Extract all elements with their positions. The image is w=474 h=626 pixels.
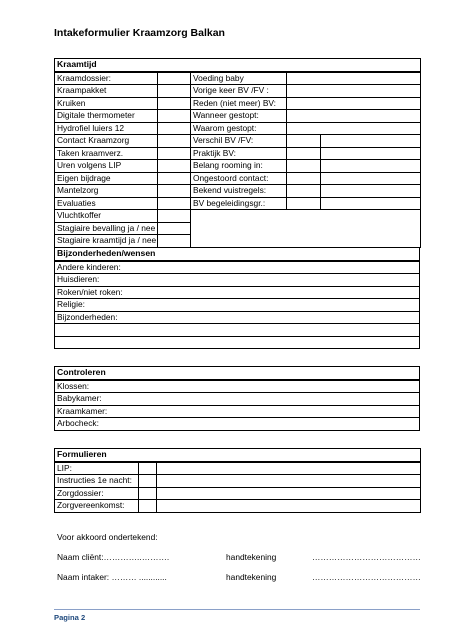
kraamtijd-right-empty xyxy=(191,210,421,248)
kraamtijd-left-label: Taken kraamverz. xyxy=(55,147,158,160)
kraamtijd-left-label: Vluchtkoffer xyxy=(55,210,158,223)
form-title: Intakeformulier Kraamzorg Balkan xyxy=(54,27,225,39)
kraamtijd-left-label: Mantelzorg xyxy=(55,185,158,198)
controleren-row[interactable]: Klossen: xyxy=(55,380,420,393)
bijzonderheden-row[interactable]: Bijzonderheden: xyxy=(55,311,420,324)
formulieren-checkbox[interactable] xyxy=(139,462,157,475)
kraamtijd-right-label: Bekend vuistregels: xyxy=(191,185,287,198)
bijzonderheden-row[interactable]: Roken/niet roken: xyxy=(55,286,420,299)
client-name-field[interactable]: Naam cliënt:…………..………. xyxy=(57,552,170,562)
formulieren-blank xyxy=(157,475,421,488)
formulieren-blank xyxy=(157,487,421,500)
kraamtijd-right-label: Waarom gestopt: xyxy=(191,122,287,135)
bijzonderheden-row[interactable]: Andere kinderen: xyxy=(55,261,420,274)
kraamtijd-right-blank xyxy=(321,110,421,123)
kraamtijd-left-label: Digitale thermometer xyxy=(55,110,158,123)
kraamtijd-left-label: Uren volgens LIP xyxy=(55,160,158,173)
bijzonderheden-empty-row[interactable] xyxy=(55,324,420,337)
kraamtijd-right-label: Ongestoord contact: xyxy=(191,172,287,185)
kraamtijd-right-label: Voeding baby xyxy=(191,72,287,85)
kraamtijd-left-input[interactable] xyxy=(158,172,191,185)
kraamtijd-right-blank xyxy=(321,160,421,173)
kraamtijd-right-blank xyxy=(321,147,421,160)
kraamtijd-left-label: Stagiaire bevalling ja / nee xyxy=(55,222,158,235)
kraamtijd-left-label: Kraamdossier: xyxy=(55,72,158,85)
kraamtijd-right-label: Vorige keer BV /FV : xyxy=(191,85,287,98)
kraamtijd-left-input[interactable] xyxy=(158,97,191,110)
kraamtijd-right-spacer xyxy=(287,85,321,98)
kraamtijd-left-label: Hydrofiel luiers 12 xyxy=(55,122,158,135)
controleren-row[interactable]: Kraamkamer: xyxy=(55,405,420,418)
kraamtijd-table xyxy=(54,58,421,248)
kraamtijd-right-input[interactable] xyxy=(287,172,321,185)
kraamtijd-left-input[interactable] xyxy=(158,160,191,173)
formulieren-blank xyxy=(157,500,421,513)
kraamtijd-left-label: Contact Kraamzorg xyxy=(55,135,158,148)
kraamtijd-right-spacer xyxy=(287,72,321,85)
kraamtijd-right-input[interactable] xyxy=(287,185,321,198)
kraamtijd-right-input[interactable] xyxy=(287,135,321,148)
kraamtijd-right-spacer xyxy=(287,110,321,123)
formulieren-checkbox[interactable] xyxy=(139,475,157,488)
kraamtijd-right-label: Wanneer gestopt: xyxy=(191,110,287,123)
kraamtijd-left-input[interactable] xyxy=(158,72,191,85)
formulieren-label: Zorgdossier: xyxy=(55,487,139,500)
kraamtijd-left-input[interactable] xyxy=(158,235,191,248)
akkoord-text: Voor akkoord ondertekend: xyxy=(57,532,158,542)
kraamtijd-right-spacer xyxy=(287,97,321,110)
kraamtijd-right-label: BV begeleidingsgr.: xyxy=(191,197,287,210)
controleren-header: Controleren xyxy=(55,367,420,380)
kraamtijd-right-spacer xyxy=(287,122,321,135)
kraamtijd-right-label: Belang rooming in: xyxy=(191,160,287,173)
formulieren-blank xyxy=(157,462,421,475)
kraamtijd-right-label: Verschil BV /FV: xyxy=(191,135,287,148)
kraamtijd-left-input[interactable] xyxy=(158,222,191,235)
kraamtijd-left-label: Stagiaire kraamtijd ja / nee xyxy=(55,235,158,248)
kraamtijd-left-label: Eigen bijdrage xyxy=(55,172,158,185)
footer-divider xyxy=(54,609,420,610)
kraamtijd-right-blank xyxy=(321,135,421,148)
bijzonderheden-row[interactable]: Religie: xyxy=(55,299,420,312)
formulieren-label: Zorgvereenkomst: xyxy=(55,500,139,513)
kraamtijd-left-input[interactable] xyxy=(158,210,191,223)
kraamtijd-right-blank xyxy=(321,185,421,198)
intaker-signature-label: handtekening xyxy=(226,572,277,582)
bijzonderheden-header: Bijzonderheden/wensen xyxy=(55,248,420,261)
kraamtijd-right-label: Reden (niet meer) BV: xyxy=(191,97,287,110)
kraamtijd-right-input[interactable] xyxy=(287,147,321,160)
intaker-signature-field[interactable]: ………………………………… xyxy=(312,572,421,582)
kraamtijd-left-input[interactable] xyxy=(158,185,191,198)
formulieren-checkbox[interactable] xyxy=(139,487,157,500)
kraamtijd-left-input[interactable] xyxy=(158,122,191,135)
kraamtijd-right-label: Praktijk BV: xyxy=(191,147,287,160)
controleren-row[interactable]: Babykamer: xyxy=(55,393,420,406)
controleren-row[interactable]: Arbocheck: xyxy=(55,418,420,431)
kraamtijd-right-blank xyxy=(321,97,421,110)
kraamtijd-left-label: Kraampakket xyxy=(55,85,158,98)
intaker-name-field[interactable]: Naam intaker: ……… ............ xyxy=(57,572,167,582)
formulieren-label: Instructies 1e nacht: xyxy=(55,475,139,488)
kraamtijd-right-input[interactable] xyxy=(287,197,321,210)
kraamtijd-left-input[interactable] xyxy=(158,85,191,98)
formulieren-label: LIP: xyxy=(55,462,139,475)
bijzonderheden-row[interactable]: Huisdieren: xyxy=(55,274,420,287)
kraamtijd-left-input[interactable] xyxy=(158,197,191,210)
kraamtijd-left-input[interactable] xyxy=(158,135,191,148)
formulieren-header: Formulieren xyxy=(55,449,421,462)
kraamtijd-right-blank xyxy=(321,172,421,185)
kraamtijd-left-label: Evaluaties xyxy=(55,197,158,210)
client-signature-label: handtekening xyxy=(226,552,277,562)
bijzonderheden-empty-row[interactable] xyxy=(55,336,420,349)
page-number: Pagina 2 xyxy=(54,613,86,622)
bijzonderheden-table xyxy=(54,247,420,349)
kraamtijd-right-blank xyxy=(321,85,421,98)
kraamtijd-right-input[interactable] xyxy=(287,160,321,173)
controleren-table xyxy=(54,366,420,431)
kraamtijd-header: Kraamtijd xyxy=(55,59,421,72)
kraamtijd-left-label: Kruiken xyxy=(55,97,158,110)
kraamtijd-left-input[interactable] xyxy=(158,110,191,123)
kraamtijd-right-blank xyxy=(321,72,421,85)
client-signature-field[interactable]: ………………………………… xyxy=(312,552,421,562)
kraamtijd-right-blank xyxy=(321,122,421,135)
formulieren-checkbox[interactable] xyxy=(139,500,157,513)
kraamtijd-right-blank xyxy=(321,197,421,210)
kraamtijd-left-input[interactable] xyxy=(158,147,191,160)
formulieren-table xyxy=(54,448,421,513)
